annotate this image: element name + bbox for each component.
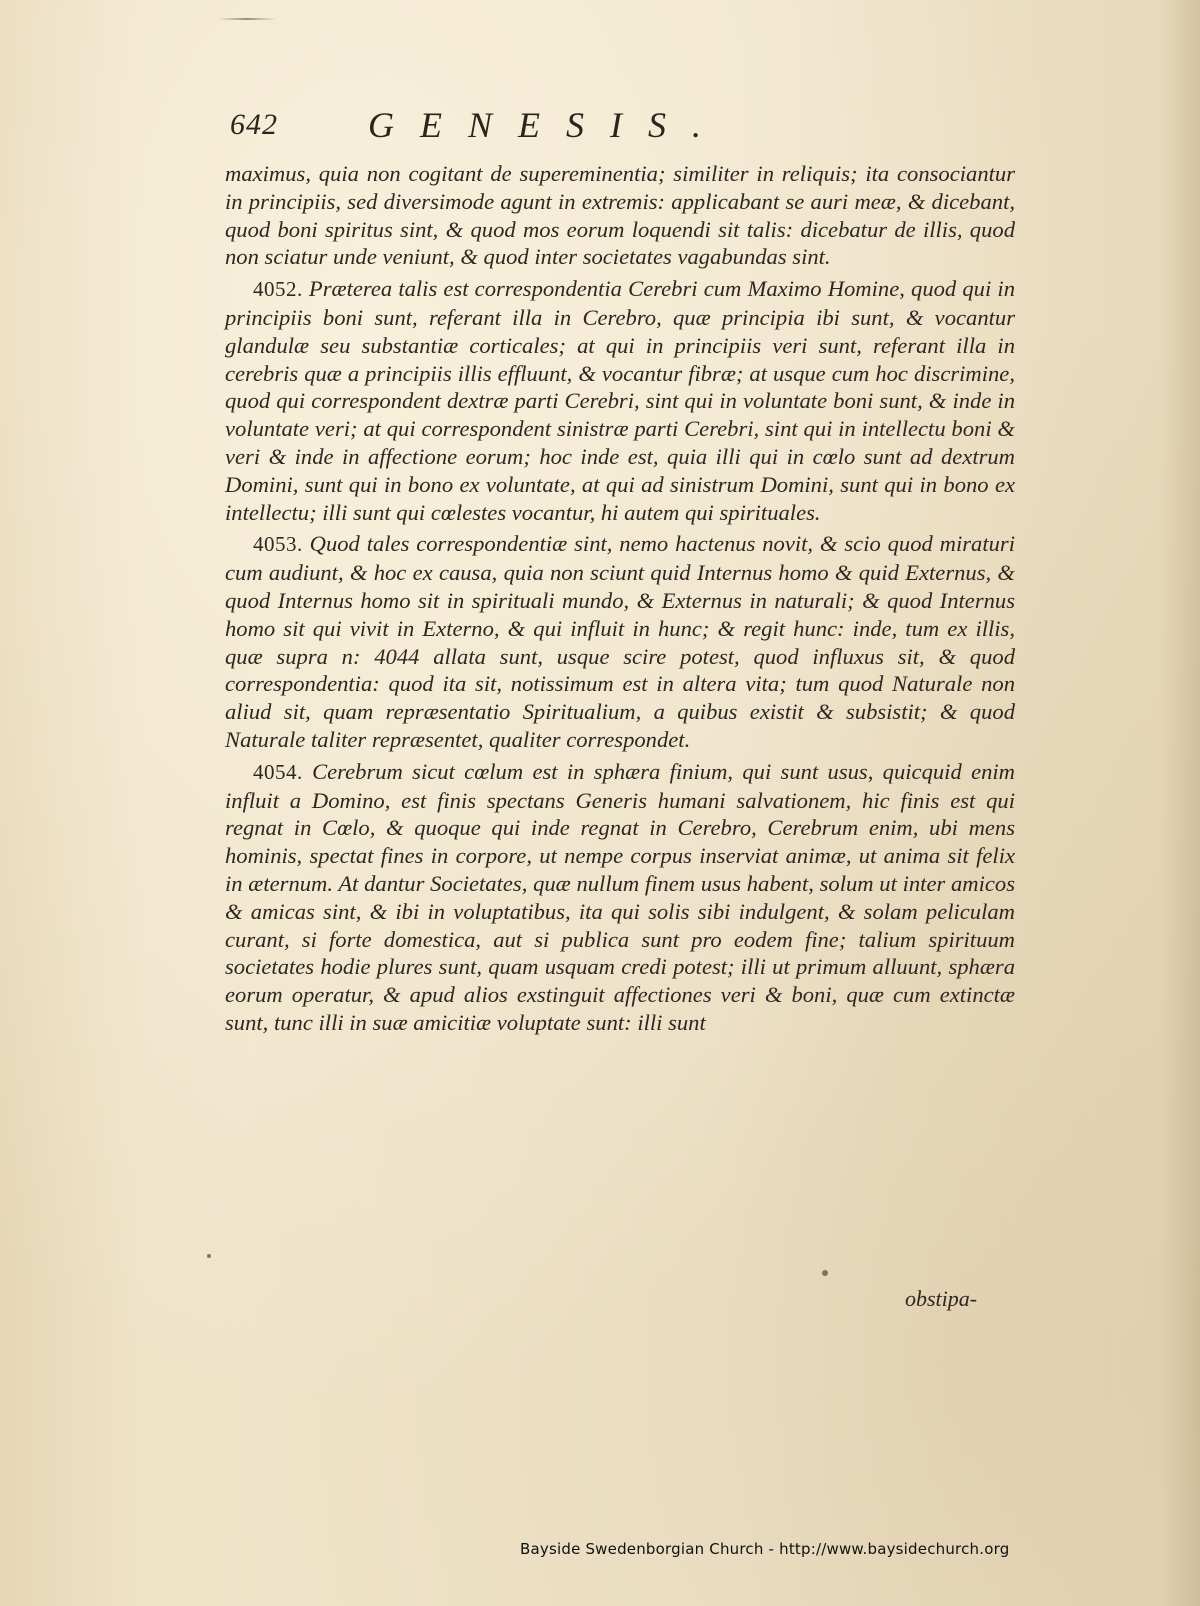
paragraph-4053: [225, 530, 1015, 753]
paragraph-4054: [225, 758, 1015, 1037]
page-number: 642: [230, 108, 278, 141]
ink-speck: [822, 1270, 828, 1276]
catchword: obstipa-: [905, 1286, 978, 1311]
continued-paragraph: maximus, quia non cogitant de supereminentia; similiter in reliquis; ita consociantur in principiis, sed diversimode agunt in extremis: applicabant se auri meæ, & dicebant, quod boni spiritus sint, & quod mos eorum loquendi sit talis: dicebatur de illis, quod non sciatur unde veniunt, & quod inter societates vagabundas sint.: [225, 161, 1015, 270]
paragraph-text: Cerebrum sicut cœlum est in sphæra finium, qui sunt usus, quicquid enim influit a Domino, est finis spectans Generis humani salvationem, hic finis est qui regnat in Cœlo, & quoque qui inde regnat in Cerebro, Cerebrum enim, ubi mens hominis, spectat fines in corpore, ut nempe corpus inserviat animæ, ut anima sit felix in æternum. At dantur Societates, quæ nullum finem usus habent, solum ut inter amicos & amicas sint, & ibi in voluptatibus, ita qui solis sibi indulgent, & solam peliculam curant, si forte domestica, aut si publica sunt pro eodem fine; talium spirituum societates hodie plures sunt, quam usquam credi potest; illi ut primum alluunt, sphæra eorum operatur, & apud alios exstinguit affectiones veri & boni, quæ cum extinctæ sunt, tunc illi in suæ amicitiæ voluptate sunt: illi sunt: [225, 758, 1015, 1035]
edge-ink-mark: [218, 18, 276, 20]
body-text: [225, 160, 1015, 1041]
footer-credit: Bayside Swedenborgian Church - http://www.baysidechurch.org: [520, 1540, 1010, 1558]
paragraph-text: Quod tales correspondentiæ sint, nemo hactenus novit, & scio quod miraturi cum audiunt, & hoc ex causa, quia non sciunt quid Internus homo & quid Externus, & quod Internus homo sit in spirituali mundo, & Externus in naturali; & quod Internus homo sit qui vivit in Externo, & qui influit in hunc; & regit hunc: inde, tum ex illis, quæ supra n: 4044 allata sunt, usque scire potest, quod influxus sit, & quod correspondentia: quod ita sit, notissimum est in altera vita; tum quod Naturale non aliud sit, quam repræsentatio Spiritualium, a quibus existit & subsistit; & quod Naturale taliter repræsentet, qualiter correspondet.: [225, 531, 1016, 752]
page-curl-shadow: [1160, 0, 1200, 1606]
paragraph-number: 4052.: [253, 277, 303, 302]
running-title: GENESIS.: [368, 105, 727, 145]
running-header: [230, 104, 870, 150]
paragraph-number: 4054.: [253, 759, 303, 784]
paragraph-4052: [225, 275, 1015, 526]
paragraph-text: Præterea talis est correspondentia Cerebri cum Maximo Homine, quod qui in principiis boni sunt, referant illa in Cerebro, quæ principia ibi sunt, & vocantur glandulæ seu substantiæ corticales; at qui in principiis veri sunt, referant illa in cerebris quæ a principiis illis effluunt, & vocantur fibræ; at usque cum hoc discrimine, quod qui correspondent dextræ parti Cerebri, sint qui in voluntate boni sunt, & inde in voluntate veri; at qui correspondent sinistræ parti Cerebri, sint qui in intellectu boni & veri & inde in affectione eorum; hoc inde est, quia illi qui in cœlo sunt ad dextrum Domini, sunt qui in bono ex voluntate, at qui ad sinistrum Domini, sunt qui in bono ex intellectu; illi sunt qui cœlestes vocantur, hi autem qui spirituales.: [225, 276, 1015, 525]
paragraph-number: 4053.: [253, 532, 303, 557]
ink-speck: [207, 1254, 211, 1258]
